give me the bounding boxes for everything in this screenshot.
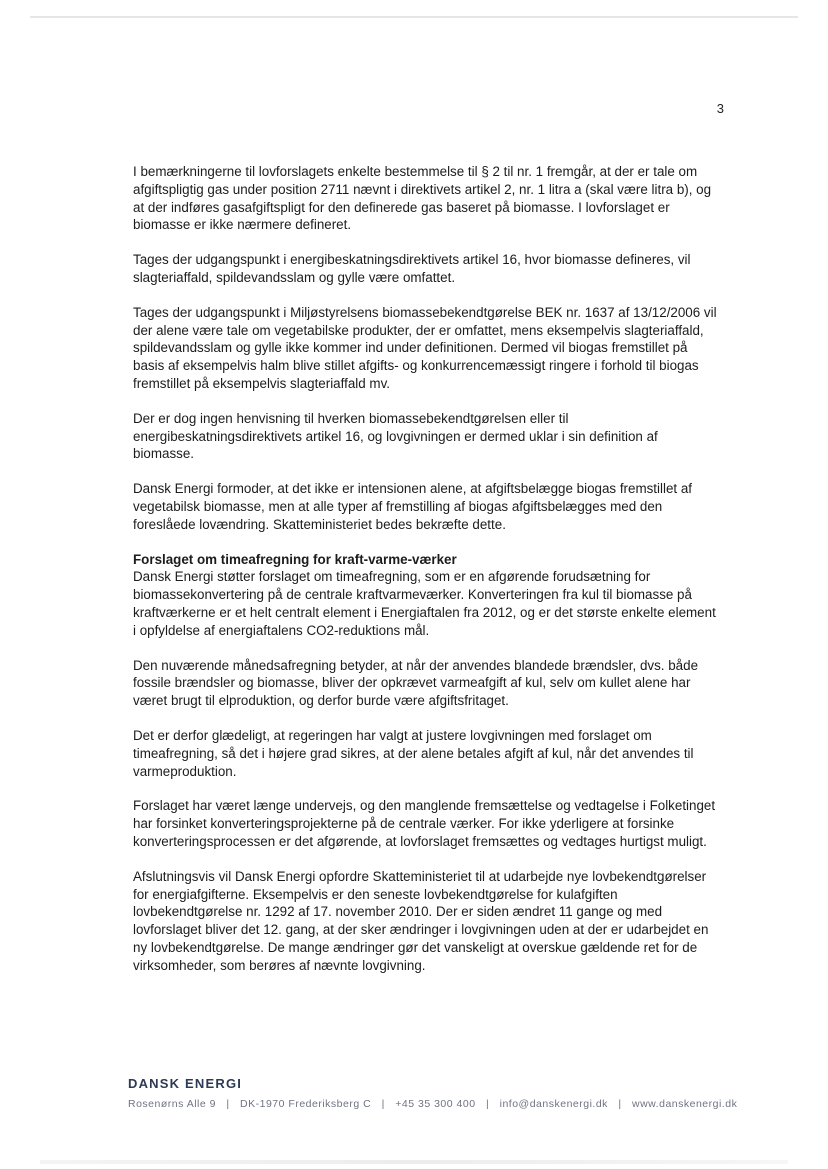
paragraph: Forslaget har været længe undervejs, og den manglende fremsættelse og vedtagelse i Folketinget har forsinket konverteringsprojekterne på de centrale værker. For ikke yderligere at forsinke konverteringsprocessen er det afgørende, at lovforslaget fremsættes og vedtages hurtigst muligt. (133, 798, 716, 849)
paragraph: Der er dog ingen henvisning til hverken biomassebekendtgørelsen eller til energibeskatningsdirektivets artikel 16, og lovgivningen er dermed uklar i sin definition af biomasse. (133, 410, 658, 462)
paragraph: Tages der udgangspunkt i Miljøstyrelsens biomassebekendtgørelse BEK nr. 1637 af 13/12/2006 vil der alene være tale om vegetabilske produkter, der er omfattet, mens eksempelvis slagteriaffald, spildevandsslam og gylle ikke kommer ind under definitionen. Dermed vil biogas fremstillet på basis af eksempelvis halm blive stillet afgifts- og konkurrencemæssigt ringere i forhold til biogas fremstillet på eksempelvis slagteriaffald mv. (133, 304, 717, 391)
paragraph: Det er derfor glædeligt, at regeringen har valgt at justere lovgivningen med forslaget om timeafregning, så det i højere grad sikres, at der alene betales afgift af kul, når det anvendes til varmeproduktion. (133, 727, 694, 779)
scan-edge-rule (30, 16, 798, 18)
letterhead-footer (128, 1076, 738, 1110)
phone-text: +45 35 300 400 (395, 1098, 476, 1110)
address-text: Rosenørns Alle 9 (128, 1098, 216, 1110)
paragraph: Dansk Energi støtter forslaget om timeafregning, som er en afgørende forudsætning for biomassekonvertering på de centrale kraftvarmeværker. Konverteringen fra kul til biomasse på kraftværkerne er et helt centralt element i Energiaftalen fra 2012, og er det største enkelte element i opfyldelse af energiaftalens CO2-reduktions mål. (133, 569, 716, 638)
paragraph: Dansk Energi formoder, at det ikke er intensionen alene, at afgiftsbelægge biogas fremstillet af vegetabilsk biomasse, men at alle typer af fremstilling af biogas afgiftsbelægges med den foreslåede lovændring. Skatteministeriet bedes bekræfte dette. (133, 481, 692, 532)
separator: | (381, 1098, 385, 1110)
city-text: DK-1970 Frederiksberg C (240, 1098, 372, 1110)
paragraph: I bemærkningerne til lovforslagets enkelte bestemmelse til § 2 til nr. 1 fremgår, at der er tale om afgiftspligtig gas under position 2711 nævnt i direktivets artikel 2, nr. 1 litra a (skal være litra b), og at der indføres gasafgiftspligt for den definerede gas baseret på biomasse. I lovforslaget er biomasse er ikke nærmere defineret. (133, 164, 712, 233)
separator: | (226, 1098, 230, 1110)
letter-body (133, 163, 718, 991)
contact-line (128, 1098, 738, 1110)
scan-edge-shadow (40, 1160, 788, 1164)
paragraph: Tages der udgangspunkt i energibeskatningsdirektivets artikel 16, hvor biomasse defineres, vil slagteriaffald, spildevandsslam og gylle være omfattet. (133, 252, 691, 285)
paragraph: Den nuværende månedsafregning betyder, at når der anvendes blandede brændsler, dvs. både fossile brændsler og biomasse, bliver der opkrævet varmeafgift af kul, selv om kullet alene har været brugt til elproduktion, og derfor burde være afgiftsfritaget. (133, 657, 699, 709)
paragraph: Afslutningsvis vil Dansk Energi opfordre Skatteministeriet til at udarbejde nye lovbekendtgørelser for energiafgifterne. Eksempelvis er den seneste lovbekendtgørelse for kulafgiften lovbekendtgørelse nr. 1292 af 17. november 2010. Der er siden ændret 11 gange og med lovforslaget bliver det 12. gang, at der sker ændringer i lovgivningen uden at der er udarbejdet en ny lovbekendtgørelse. De mange ændringer gør det vanskeligt at overskue gældende ret for de virksomheder, som berøres af nævnte lovgivning. (133, 868, 709, 973)
email-text: info@danskenergi.dk (499, 1098, 608, 1110)
separator: | (618, 1098, 622, 1110)
section-heading: Forslaget om timeafregning for kraft-varme-værker (133, 551, 457, 567)
brand-name: DANSK ENERGI (128, 1076, 243, 1091)
separator: | (485, 1098, 490, 1110)
website-text: www.danskenergi.dk (632, 1098, 738, 1110)
page-number: 3 (716, 101, 724, 116)
